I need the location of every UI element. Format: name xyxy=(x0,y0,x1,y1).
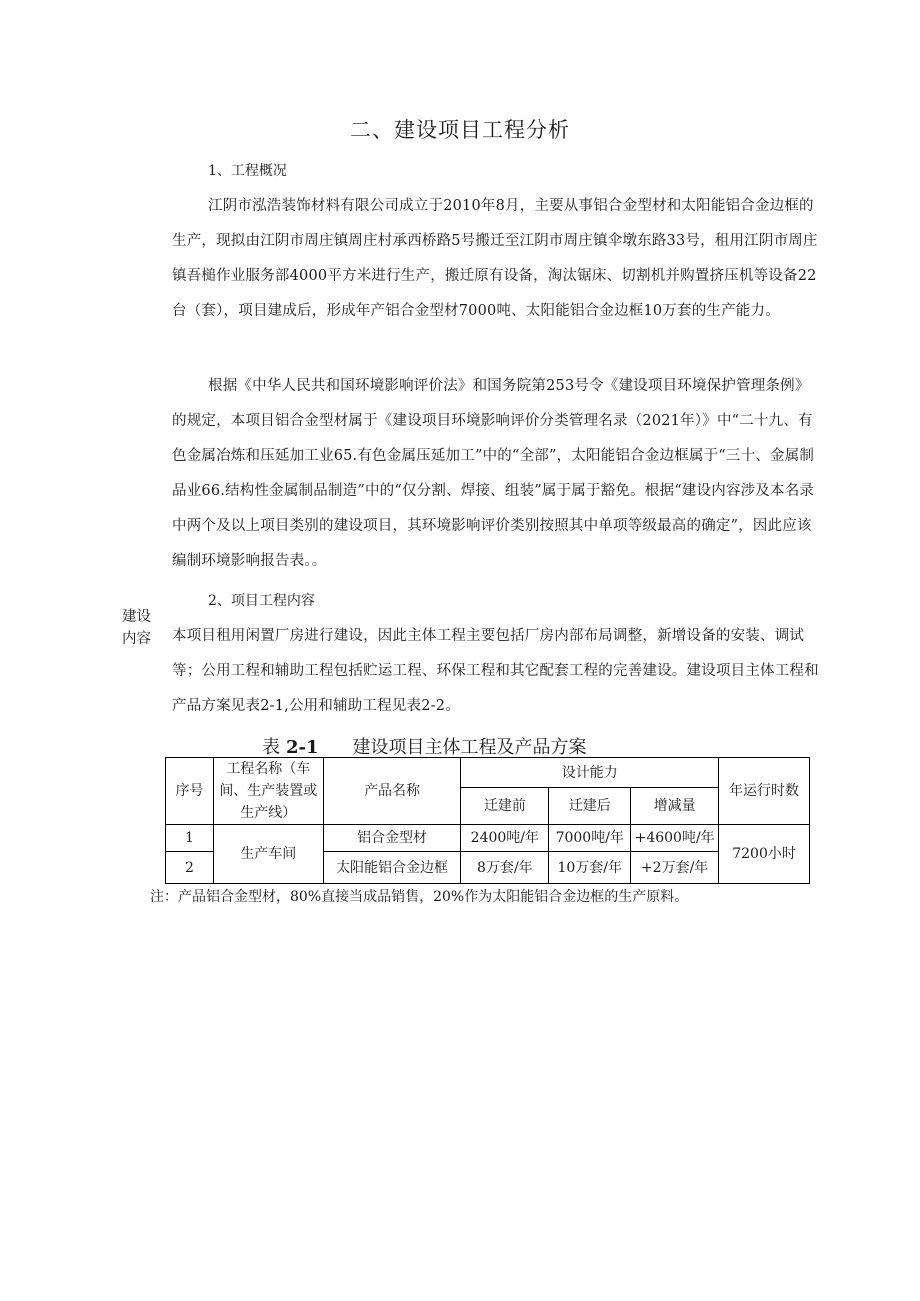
table-caption-prefix: 表 xyxy=(262,737,280,758)
paragraph-content: 本项目租用闲置厂房进行建设，因此主体工程主要包括厂房内部布局调整，新增设备的安装、调试等；公用工程和辅助工程包括贮运工程、环保工程和其它配套工程的完善建设。建设项目主体工程和产品方案见表2-1,公用和辅助工程见表2-2。 xyxy=(172,628,819,714)
subsection-heading-overview: 1、工程概况 xyxy=(208,163,287,179)
header-before: 迁建前 xyxy=(461,788,549,825)
header-capacity: 设计能力 xyxy=(461,758,719,788)
cell-workshop: 生产车间 xyxy=(213,825,323,884)
cell-change: +4600吨/年 xyxy=(631,825,719,852)
cell-before: 2400吨/年 xyxy=(461,825,549,852)
table-caption xyxy=(262,733,587,759)
side-label xyxy=(122,606,158,650)
table-row xyxy=(166,825,810,852)
cell-product: 太阳能铝合金边框 xyxy=(323,852,461,884)
cell-after: 10万套/年 xyxy=(549,852,631,884)
table-note: 注：产品铝合金型材，80%直接当成品销售，20%作为太阳能铝合金边框的生产原料。 xyxy=(150,889,689,905)
paragraph-regulation: 根据《中华人民共和国环境影响评价法》和国务院第253号令《建设项目环境保护管理条例》的规定，本项目铝合金型材属于《建设项目环境影响评价分类管理名录（2021年）》中“二十九、有色金属冶炼和压延加工业65.有色金属压延加工”中的“全部”，太阳能铝合金边框属于“三十、金属制品业66.结构性金属制品制造”中的“仅分割、焊接、组装”属于属于豁免。根据“建设内容涉及本名录中两个及以上项目类别的建设项目，其环境影响评价类别按照其中单项等级最高的确定”，因此应该编制环境影响报告表。。 xyxy=(172,378,815,569)
paragraph-overview: 江阴市泓浩装饰材料有限公司成立于2010年8月，主要从事铝合金型材和太阳能铝合金边框的生产，现拟由江阴市周庄镇周庄村承西桥路5号搬迁至江阴市周庄镇伞墩东路33号，租用江阴市周庄镇吾槌作业服务部4000平方米进行生产，搬迁原有设备，淘汰锯床、切割机并购置挤压机等设备22台（套），项目建成后，形成年产铝合金型材7000吨、太阳能铝合金边框10万套的生产能力。 xyxy=(172,198,818,319)
subsection-heading-content: 2、项目工程内容 xyxy=(208,593,315,609)
header-product: 产品名称 xyxy=(323,758,461,825)
table-caption-number: 2-1 xyxy=(286,737,319,758)
table-caption-title: 建设项目主体工程及产品方案 xyxy=(352,737,587,758)
cell-seq: 1 xyxy=(166,825,214,852)
cell-hours: 7200小时 xyxy=(719,825,810,884)
header-hours: 年运行时数 xyxy=(719,758,810,825)
cell-product: 铝合金型材 xyxy=(323,825,461,852)
cell-before: 8万套/年 xyxy=(461,852,549,884)
side-label-line-1: 建设 xyxy=(122,609,151,625)
cell-seq: 2 xyxy=(166,852,214,884)
header-seq: 序号 xyxy=(166,758,214,825)
header-change: 增减量 xyxy=(631,788,719,825)
header-after: 迁建后 xyxy=(549,788,631,825)
section-title: 二、建设项目工程分析 xyxy=(350,118,570,142)
product-table xyxy=(165,757,810,884)
header-workshop: 工程名称（车间、生产装置或生产线） xyxy=(213,758,323,825)
side-label-line-2: 内容 xyxy=(122,631,151,647)
cell-after: 7000吨/年 xyxy=(549,825,631,852)
cell-change: +2万套/年 xyxy=(631,852,719,884)
